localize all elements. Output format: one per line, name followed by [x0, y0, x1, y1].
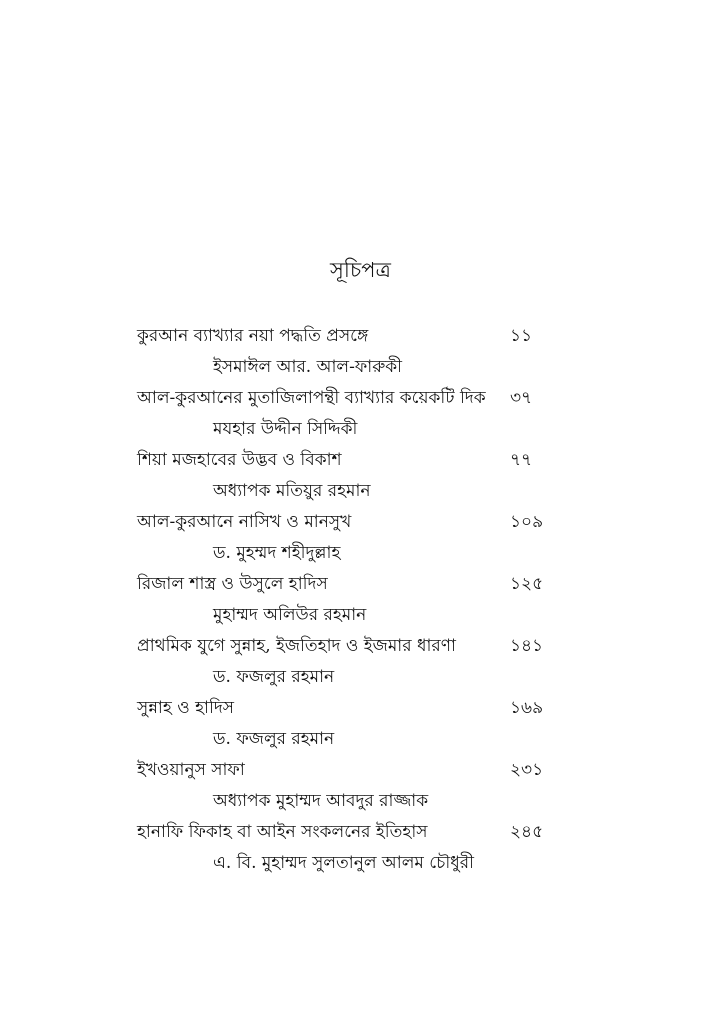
- entry-author: অধ্যাপক মুহাম্মদ আবদুর রাজ্জাক: [213, 791, 429, 811]
- entry-title: প্রাথমিক যুগে সুন্নাহ, ইজতিহাদ ও ইজমার ধারণা: [137, 636, 456, 656]
- entry-title: আল-কুরআনের মুতাজিলাপন্থী ব্যাখ্যার কয়েকটি দিক: [137, 388, 486, 408]
- entry-title: সুন্নাহ ও হাদিস: [137, 698, 235, 718]
- entry-author: ড. ফজলুর রহমান: [213, 729, 335, 749]
- entry-page-number: ১৬৯: [510, 698, 544, 718]
- entry-page-number: ১২৫: [510, 574, 544, 594]
- entry-page-number: ৭৭: [510, 450, 533, 470]
- entry-author: অধ্যাপক মতিয়ুর রহমান: [213, 481, 371, 501]
- page-title: সূচিপত্র: [330, 258, 391, 282]
- entry-author: এ. বি. মুহাম্মদ সুলতানুল আলম চৌধুরী: [213, 853, 474, 873]
- toc-entry: [0, 630, 721, 692]
- entry-author: মযহার উদ্দীন সিদ্দিকী: [213, 419, 358, 439]
- entry-page-number: ৩৭: [510, 388, 533, 408]
- entry-title: ইখওয়ানুস সাফা: [137, 760, 245, 780]
- toc-entry: [0, 444, 721, 506]
- entry-page-number: ২৩১: [510, 760, 544, 780]
- entry-page-number: ২৪৫: [510, 822, 544, 842]
- entry-page-number: ১১: [510, 326, 533, 346]
- entry-author: ড. ফজলুর রহমান: [213, 667, 335, 687]
- entry-page-number: ১৪১: [510, 636, 544, 656]
- toc-entry: [0, 816, 721, 878]
- entry-title: কুরআন ব্যাখ্যার নয়া পদ্ধতি প্রসঙ্গে: [137, 326, 369, 346]
- entry-author: মুহাম্মদ অলিউর রহমান: [213, 605, 367, 625]
- toc-entry: [0, 568, 721, 630]
- entry-title: রিজাল শাস্ত্র ও উসুলে হাদিস: [137, 574, 328, 594]
- entry-page-number: ১০৯: [510, 512, 544, 532]
- toc-entry: [0, 320, 721, 382]
- toc-entry: [0, 692, 721, 754]
- entry-title: হানাফি ফিকাহ বা আইন সংকলনের ইতিহাস: [137, 822, 428, 842]
- toc-entry: [0, 754, 721, 816]
- entry-author: ইসমাঈল আর. আল-ফারুকী: [213, 357, 402, 377]
- entry-author: ড. মুহম্মদ শহীদুল্লাহ: [213, 543, 341, 563]
- toc-entry: [0, 382, 721, 444]
- toc-entry: [0, 506, 721, 568]
- table-of-contents: [0, 320, 721, 878]
- entry-title: শিয়া মজহাবের উদ্ভব ও বিকাশ: [137, 450, 342, 470]
- entry-title: আল-কুরআনে নাসিখ ও মানসুখ: [137, 512, 352, 532]
